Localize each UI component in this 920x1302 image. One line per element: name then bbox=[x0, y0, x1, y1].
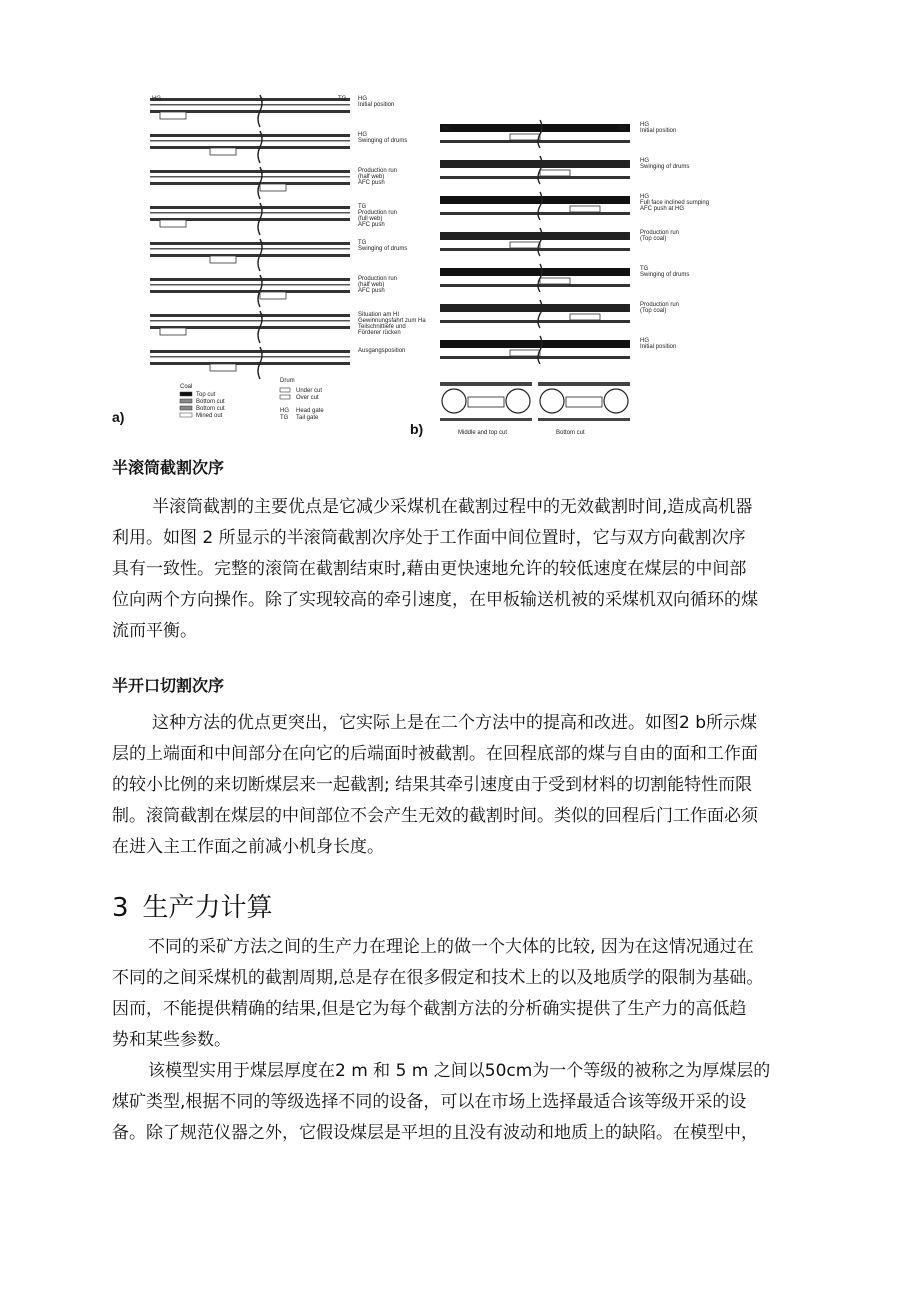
legend-swatch bbox=[280, 395, 290, 399]
panel-label-a: a) bbox=[112, 409, 125, 425]
seam-bottom-line bbox=[440, 212, 630, 215]
step-caption: Förderer rücken bbox=[358, 330, 401, 336]
step-caption: Initial position bbox=[358, 102, 395, 108]
shearer-body bbox=[210, 148, 236, 155]
seam-mid-line bbox=[150, 212, 350, 214]
step-caption: Swinging of drums bbox=[640, 164, 690, 170]
legend-item: Under cut bbox=[296, 388, 323, 394]
step-caption: Ausgangsposition bbox=[358, 348, 406, 354]
seam-mid-line bbox=[150, 176, 350, 178]
seam-bottom-line bbox=[440, 284, 630, 287]
shearer-body bbox=[210, 364, 236, 371]
shearer-body bbox=[468, 397, 504, 407]
text-line: 煤矿类型,根据不同的等级选择不同的设备，可以在市场上选择最适合该等级开采的设 bbox=[112, 1092, 747, 1112]
text-line: 该模型实用于煤层厚度在2 m 和 5 m 之间以50cm为一个等级的被称之为厚煤层的 bbox=[148, 1061, 771, 1081]
text-line: 因而，不能提供精确的结果,但是它为每个截割方法的分析确实提供了生产力的高低趋 bbox=[112, 999, 747, 1019]
legend-abbrev: TG bbox=[280, 415, 289, 421]
seam-top-band bbox=[440, 196, 630, 204]
shearer-body bbox=[510, 350, 540, 356]
text-line: 层的上端面和中间部分在向它的后端面时被截割。在回程底部的煤与自由的面和工作面 bbox=[112, 744, 758, 764]
seam-mid-line bbox=[150, 104, 350, 106]
end-label-tg: TG bbox=[338, 96, 347, 102]
seam-bottom-line bbox=[440, 248, 630, 251]
section-title-productivity bbox=[112, 890, 273, 926]
shearer-body bbox=[510, 134, 540, 140]
text-line: 势和某些参数。 bbox=[112, 1030, 231, 1050]
step-caption: Situation am HI bbox=[358, 312, 400, 318]
legend-item: Bottom cut bbox=[196, 406, 225, 412]
mining-sequence-figure bbox=[112, 88, 716, 448]
step-caption: Production run bbox=[640, 302, 680, 308]
legend-swatch bbox=[180, 392, 192, 396]
seam-bottom-line bbox=[440, 356, 630, 359]
text-line: 制。滚筒截割在煤层的中间部位不会产生无效的截割时间。类似的回程后门工作面必须 bbox=[112, 806, 758, 826]
text-line: 的较小比例的来切断煤层来一起截割; 结果其牵引速度由于受到材料的切割能特性而限 bbox=[112, 775, 753, 795]
seam-top-band bbox=[440, 304, 630, 312]
seam-top-line bbox=[150, 170, 350, 173]
end-label-hg: HG bbox=[442, 126, 451, 132]
end-label-tg: TG bbox=[618, 126, 627, 132]
step-caption: Production run bbox=[640, 230, 680, 236]
shearer-body bbox=[510, 242, 540, 248]
step-caption: HG bbox=[640, 158, 649, 164]
seam-top-line bbox=[150, 278, 350, 281]
legend-abbrev-meaning: Head gate bbox=[296, 408, 324, 414]
legend-title: Drum bbox=[280, 378, 295, 384]
legend-item: Over cut bbox=[296, 395, 319, 401]
text-line: 具有一致性。完整的滚筒在截割结束时,藉由更快速地允许的较低速度在煤层的中间部 bbox=[112, 559, 747, 579]
legend-swatch bbox=[180, 399, 192, 403]
step-caption: HG bbox=[358, 132, 367, 138]
section-number: 3 bbox=[112, 893, 129, 923]
step-caption: (Top coal) bbox=[640, 236, 667, 242]
legend-abbrev: HG bbox=[280, 408, 289, 414]
shearer-body bbox=[570, 314, 600, 320]
step-caption: Initial position bbox=[640, 344, 677, 350]
text-line: 不同的之间采煤机的截割周期,总是存在很多假定和技术上的以及地质学的限制为基础。 bbox=[112, 968, 764, 988]
panel-label-b: b) bbox=[410, 421, 424, 437]
seam-mid-line bbox=[150, 248, 350, 250]
drum-circle bbox=[540, 389, 564, 413]
step-caption: Initial position bbox=[640, 128, 677, 134]
paragraph-half-open bbox=[112, 708, 812, 863]
seam-top-band bbox=[440, 340, 630, 348]
end-label-hg: HG bbox=[152, 96, 161, 102]
step-caption: Production run bbox=[358, 168, 398, 174]
step-caption: AFC push bbox=[358, 222, 385, 228]
legend-swatch bbox=[280, 388, 290, 392]
step-caption: Teilschnittiefe und bbox=[358, 324, 406, 330]
step-caption: HG bbox=[358, 96, 367, 102]
text-line: 不同的采矿方法之间的生产力在理论上的做一个大体的比较, 因为在这情况通过在 bbox=[148, 937, 754, 957]
seam-top-line bbox=[150, 350, 350, 353]
shearer-body bbox=[570, 206, 600, 212]
legend-swatch bbox=[180, 406, 192, 410]
text-line: 利用。如图 2 所显示的半滚筒截割次序处于工作面中间位置时，它与双方向截割次序 bbox=[112, 528, 746, 548]
seam-mid-line bbox=[150, 284, 350, 286]
seam-mid-line bbox=[150, 356, 350, 358]
shearer-body bbox=[566, 397, 602, 407]
shearer-body bbox=[260, 184, 286, 191]
text-line: 半滚筒截割的主要优点是它减少采煤机在截割过程中的无效截割时间,造成高机器 bbox=[152, 497, 753, 517]
shearer-body bbox=[210, 256, 236, 263]
seam-mid-line bbox=[150, 320, 350, 322]
step-caption: (full web) bbox=[358, 216, 383, 222]
seam-top-line bbox=[150, 242, 350, 245]
paragraph-productivity-1 bbox=[112, 932, 812, 1056]
cross-section-caption: Middle and top cut bbox=[458, 430, 508, 436]
cross-section-floor bbox=[538, 418, 630, 421]
step-caption: HG bbox=[640, 122, 649, 128]
cross-section-caption: Bottom cut bbox=[556, 430, 585, 436]
drum-circle bbox=[604, 389, 628, 413]
seam-top-band bbox=[440, 232, 630, 240]
step-caption: Production run bbox=[358, 276, 398, 282]
seam-top-line bbox=[150, 206, 350, 209]
shearer-body bbox=[260, 292, 286, 299]
legend-swatch bbox=[180, 413, 192, 417]
shearer-body bbox=[540, 170, 570, 176]
shearer-body bbox=[160, 112, 186, 119]
seam-top-band bbox=[440, 268, 630, 276]
text-line: 位向两个方向操作。除了实现较高的牵引速度，在甲板输送机被的采煤机双向循环的煤 bbox=[112, 590, 758, 610]
step-caption: Swinging of drums bbox=[358, 246, 408, 252]
section-title-text: 生产力计算 bbox=[142, 893, 273, 923]
step-caption: Full face inclined sumping bbox=[640, 200, 710, 206]
step-caption: AFC push bbox=[358, 180, 385, 186]
step-caption: HG bbox=[640, 338, 649, 344]
drum-circle bbox=[442, 389, 466, 413]
cross-section-roof bbox=[538, 382, 630, 386]
seam-bottom-line bbox=[440, 176, 630, 179]
step-caption: (half web) bbox=[358, 282, 385, 288]
cross-section-floor bbox=[440, 418, 532, 421]
figure-canvas bbox=[112, 88, 716, 448]
step-caption: (Top coal) bbox=[640, 308, 667, 314]
legend-title: Coal bbox=[180, 384, 193, 390]
section-heading-half-open: 半开口切割次序 bbox=[112, 676, 225, 695]
seam-top-band bbox=[440, 160, 630, 168]
step-caption: Swinging of drums bbox=[358, 138, 408, 144]
paragraph-productivity-2 bbox=[112, 1056, 812, 1149]
step-caption: AFC push bbox=[358, 288, 385, 294]
seam-bottom-line bbox=[150, 290, 350, 293]
legend-item: Mined out bbox=[196, 413, 223, 419]
seam-bottom-line bbox=[150, 146, 350, 149]
text-line: 备。除了规范仪器之外，它假设煤层是平坦的且没有波动和地质上的缺陷。在模型中， bbox=[112, 1123, 758, 1143]
seam-top-band bbox=[440, 124, 630, 132]
text-line: 流而平衡。 bbox=[112, 621, 197, 641]
shearer-body bbox=[160, 220, 186, 227]
seam-top-line bbox=[150, 314, 350, 317]
seam-bottom-line bbox=[150, 362, 350, 365]
section-heading-half-drum: 半滚筒截割次序 bbox=[112, 458, 225, 477]
step-caption: TG bbox=[640, 266, 649, 272]
seam-bottom-line bbox=[150, 182, 350, 185]
step-caption: TG bbox=[358, 240, 367, 246]
drum-circle bbox=[506, 389, 530, 413]
shearer-body bbox=[160, 328, 186, 335]
step-caption: AFC push at HG bbox=[640, 206, 685, 212]
step-caption: Swinging of drums bbox=[640, 272, 690, 278]
paragraph-half-drum bbox=[112, 492, 812, 647]
legend-abbrev-meaning: Tail gate bbox=[296, 415, 319, 421]
step-caption: HG bbox=[640, 194, 649, 200]
seam-bottom-line bbox=[440, 320, 630, 323]
step-caption: Gewinnungsfahrt zum Ha bbox=[358, 318, 426, 324]
legend-item: Top cut bbox=[196, 392, 216, 398]
text-line: 在进入主工作面之前减小机身长度。 bbox=[112, 837, 384, 857]
step-caption: (half web) bbox=[358, 174, 385, 180]
shearer-body bbox=[540, 278, 570, 284]
legend-item: Bottom cut bbox=[196, 399, 225, 405]
cross-section-roof bbox=[440, 382, 532, 386]
seam-top-line bbox=[150, 134, 350, 137]
text-line: 这种方法的优点更突出，它实际上是在二个方法中的提高和改进。如图2 b所示煤 bbox=[152, 713, 758, 733]
seam-bottom-line bbox=[150, 254, 350, 257]
seam-mid-line bbox=[150, 140, 350, 142]
step-caption: Production run bbox=[358, 210, 398, 216]
seam-top-line bbox=[150, 98, 350, 101]
step-caption: TG bbox=[358, 204, 367, 210]
seam-bottom-line bbox=[440, 140, 630, 143]
